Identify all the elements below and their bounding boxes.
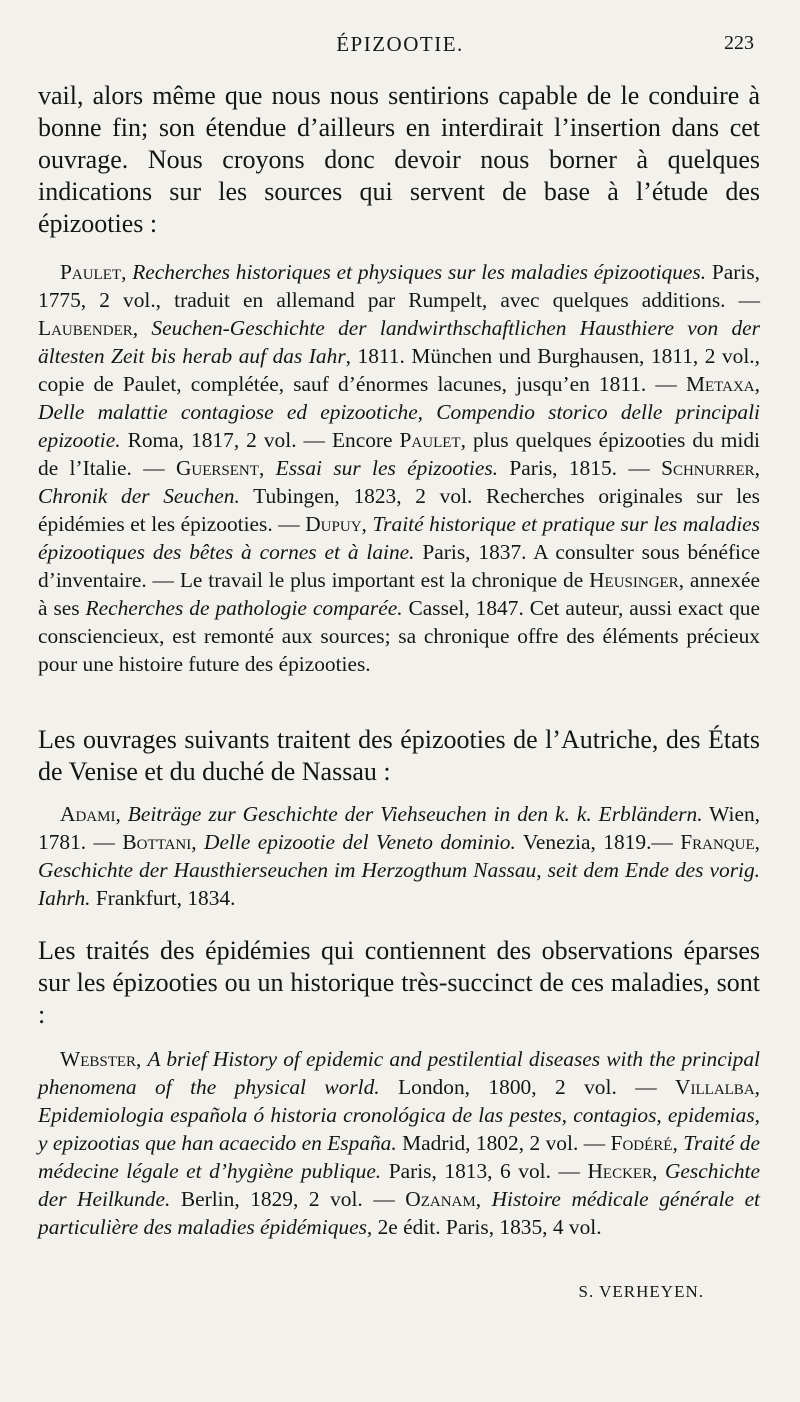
author-name: Hecker — [587, 1159, 653, 1183]
running-title: ÉPIZOOTIE. — [336, 32, 464, 56]
section-austria-heading — [38, 724, 760, 788]
work-title: Traité historique et pratique sur les maladies épizootiques des bêtes à cornes et à laine. — [38, 512, 760, 564]
austria-sources-entry: Adami, Beiträge zur Geschichte der Viehseuchen in den k. k. Erbländern. Wien, 1781. — Bottani, Delle epizootie del Veneto dominio. Venezia, 1819.— Franque, Geschichte der Hausthierseuchen im Herzogthum Nassau, seit dem Ende des vorig. Iahrh. Frankfurt, 1834. — [38, 802, 760, 910]
epidemics-sources-block — [38, 1045, 760, 1241]
author-name: Webster — [60, 1047, 137, 1071]
publication-details: Cassel, 1847. Cet auteur, aussi exact que consciencieux, est remonté aux sources; sa chronique offre des éléments précieux pour une histoire future des épizooties. — [38, 596, 760, 676]
intro-text: vail, alors même que nous nous sentirions capable de le conduire à bonne fin; son étendue d’ailleurs en interdirait l’insertion dans cet ouvrage. Nous croyons donc devoir nous borner à quelques indications sur les sources qui servent de base à l’étude des épizooties : — [38, 81, 760, 238]
author-name: Bottani — [122, 830, 192, 854]
publication-details: , 1811. München und Burghausen, 1811, 2 vol., copie de Paulet, complétée, sauf d’énormes lacunes, jusqu’en 1811. — — [38, 344, 760, 396]
work-title: Geschichte der Heilkunde. — [38, 1159, 760, 1211]
work-title: Epidemiologia española ó historia cronológica de las pestes, contagios, epidemias, y epizootias que han acaecido en España. — [38, 1103, 760, 1155]
author-name: Fodéré — [610, 1131, 673, 1155]
author-name: Heusinger — [589, 568, 679, 592]
author-name: Villalba — [675, 1075, 755, 1099]
author-name: Guersent — [175, 456, 259, 480]
publication-details: Paris, 1815. — — [498, 456, 662, 480]
work-title: Histoire médicale générale et particulière des maladies épidémiques, — [38, 1187, 761, 1239]
section-heading-text: Les ouvrages suivants traitent des épizooties de l’Autriche, des États de Venise et du duché de Nassau : — [38, 725, 760, 786]
publication-details: , plus quelques épizooties du midi de l’Italie. — — [38, 428, 760, 480]
publication-details: , annexée à ses — [38, 568, 760, 620]
work-title: Chronik der Seuchen. — [38, 484, 240, 508]
publication-details: Paris, 1837. A consulter sous bénéfice d’inventaire. — Le travail le plus important est la chronique de — [38, 540, 760, 592]
work-title: Seuchen-Geschichte der landwirthschaftlichen Hausthiere von der ältesten Zeit bis herab auf das Iahr — [38, 316, 760, 368]
author-name: Ozanam — [405, 1187, 476, 1211]
author-signature: S. VERHEYEN. — [578, 1282, 704, 1301]
running-head — [0, 32, 800, 62]
publication-details: 2e édit. Paris, 1835, 4 vol. — [372, 1215, 602, 1239]
work-title: Essai sur les épizooties. — [275, 456, 499, 480]
work-title: Beiträge zur Geschichte der Viehseuchen in den k. k. Erbländern. — [127, 802, 703, 826]
general-sources-entry: Paulet, Recherches historiques et physiques sur les maladies épizootiques. Paris, 1775, 2 vol., traduit en allemand par Rumpelt, avec quelques additions. — Laubender, Seuchen-Geschichte der landwirthschaftlichen Hausthiere von der ältesten Zeit bis herab auf das Iahr, 1811. München und Burghausen, 1811, 2 vol., copie de Paulet, complétée, sauf d’énormes lacunes, jusqu’en 1811. — Metaxa, Delle malattie contagiose ed epizootiche, Compendio storico delle principali epizootie. Roma, 1817, 2 vol. — Encore Paulet, plus quelques épizooties du midi de l’Italie. — Guersent, Essai sur les épizooties. Paris, 1815. — Schnurrer, Chronik der Seuchen. Tubingen, 1823, 2 vol. Recherches originales sur les épidémies et les épizooties. — Dupuy, Traité historique et pratique sur les maladies épizootiques des bêtes à cornes et à laine. Paris, 1837. A consulter sous bénéfice d’inventaire. — Le travail le plus important est la chronique de Heusinger, annexée à ses Recherches de pathologie comparée. Cassel, 1847. Cet auteur, aussi exact que consciencieux, est remonté aux sources; sa chronique offre des éléments précieux pour une histoire future des épizooties. — [38, 260, 761, 676]
work-title: Delle malattie contagiose ed epizootiche, Compendio storico delle principali epizootie. — [38, 400, 760, 452]
austria-sources-block — [38, 800, 760, 912]
publication-details: Frankfurt, 1834. — [90, 886, 236, 910]
publication-details: Paris, 1775, 2 vol., traduit en allemand par Rumpelt, avec quelques additions. — — [38, 260, 761, 312]
work-title: Recherches historiques et physiques sur les maladies épizootiques. — [132, 260, 707, 284]
section-epidemics-heading — [38, 935, 760, 1031]
author-name: Adami — [60, 802, 116, 826]
work-title: Traité de médecine légale et d’hygiène publique. — [38, 1131, 760, 1183]
work-title: Delle epizootie del Veneto dominio. — [204, 830, 516, 854]
section-heading-text: Les traités des épidémies qui contiennent des observations éparses sur les épizooties ou un historique très-succinct de ces maladies, sont : — [38, 936, 760, 1029]
page-number: 223 — [724, 32, 754, 54]
publication-details: Tubingen, 1823, 2 vol. Recherches originales sur les épidémies et les épizooties. — — [38, 484, 760, 536]
work-title: Geschichte der Hausthierseuchen im Herzogthum Nassau, seit dem Ende des vorig. Iahrh. — [38, 858, 760, 910]
work-title: A brief History of epidemic and pestilential diseases with the principal phenomena of the physical world. — [38, 1047, 760, 1099]
publication-details: Wien, 1781. — — [38, 802, 760, 854]
author-name: Paulet — [399, 428, 461, 452]
publication-details: Paris, 1813, 6 vol. — — [381, 1159, 588, 1183]
publication-details: Berlin, 1829, 2 vol. — — [170, 1187, 406, 1211]
publication-details: Madrid, 1802, 2 vol. — — [396, 1131, 611, 1155]
publication-details: Roma, 1817, 2 vol. — Encore — [120, 428, 400, 452]
author-name: Laubender — [38, 316, 133, 340]
publication-details: London, 1800, 2 vol. — — [379, 1075, 676, 1099]
intro-paragraph — [38, 80, 760, 240]
author-name: Metaxa — [685, 372, 755, 396]
author-name: Schnurrer — [661, 456, 755, 480]
publication-details: Venezia, 1819.— — [515, 830, 681, 854]
general-sources-block — [38, 258, 760, 678]
epidemics-sources-entry: Webster, A brief History of epidemic and pestilential diseases with the principal phenomena of the physical world. London, 1800, 2 vol. — Villalba, Epidemiologia española ó historia cronológica de las pestes, contagios, epidemias, y epizootias que han acaecido en España. Madrid, 1802, 2 vol. — Fodéré, Traité de médecine légale et d’hygiène publique. Paris, 1813, 6 vol. — Hecker, Geschichte der Heilkunde. Berlin, 1829, 2 vol. — Ozanam, Histoire médicale générale et particulière des maladies épidémiques, 2e édit. Paris, 1835, 4 vol. — [38, 1047, 761, 1239]
author-name: Franque — [680, 830, 755, 854]
author-name: Dupuy — [305, 512, 362, 536]
work-title: Recherches de pathologie comparée. — [85, 596, 403, 620]
author-name: Paulet — [60, 260, 122, 284]
